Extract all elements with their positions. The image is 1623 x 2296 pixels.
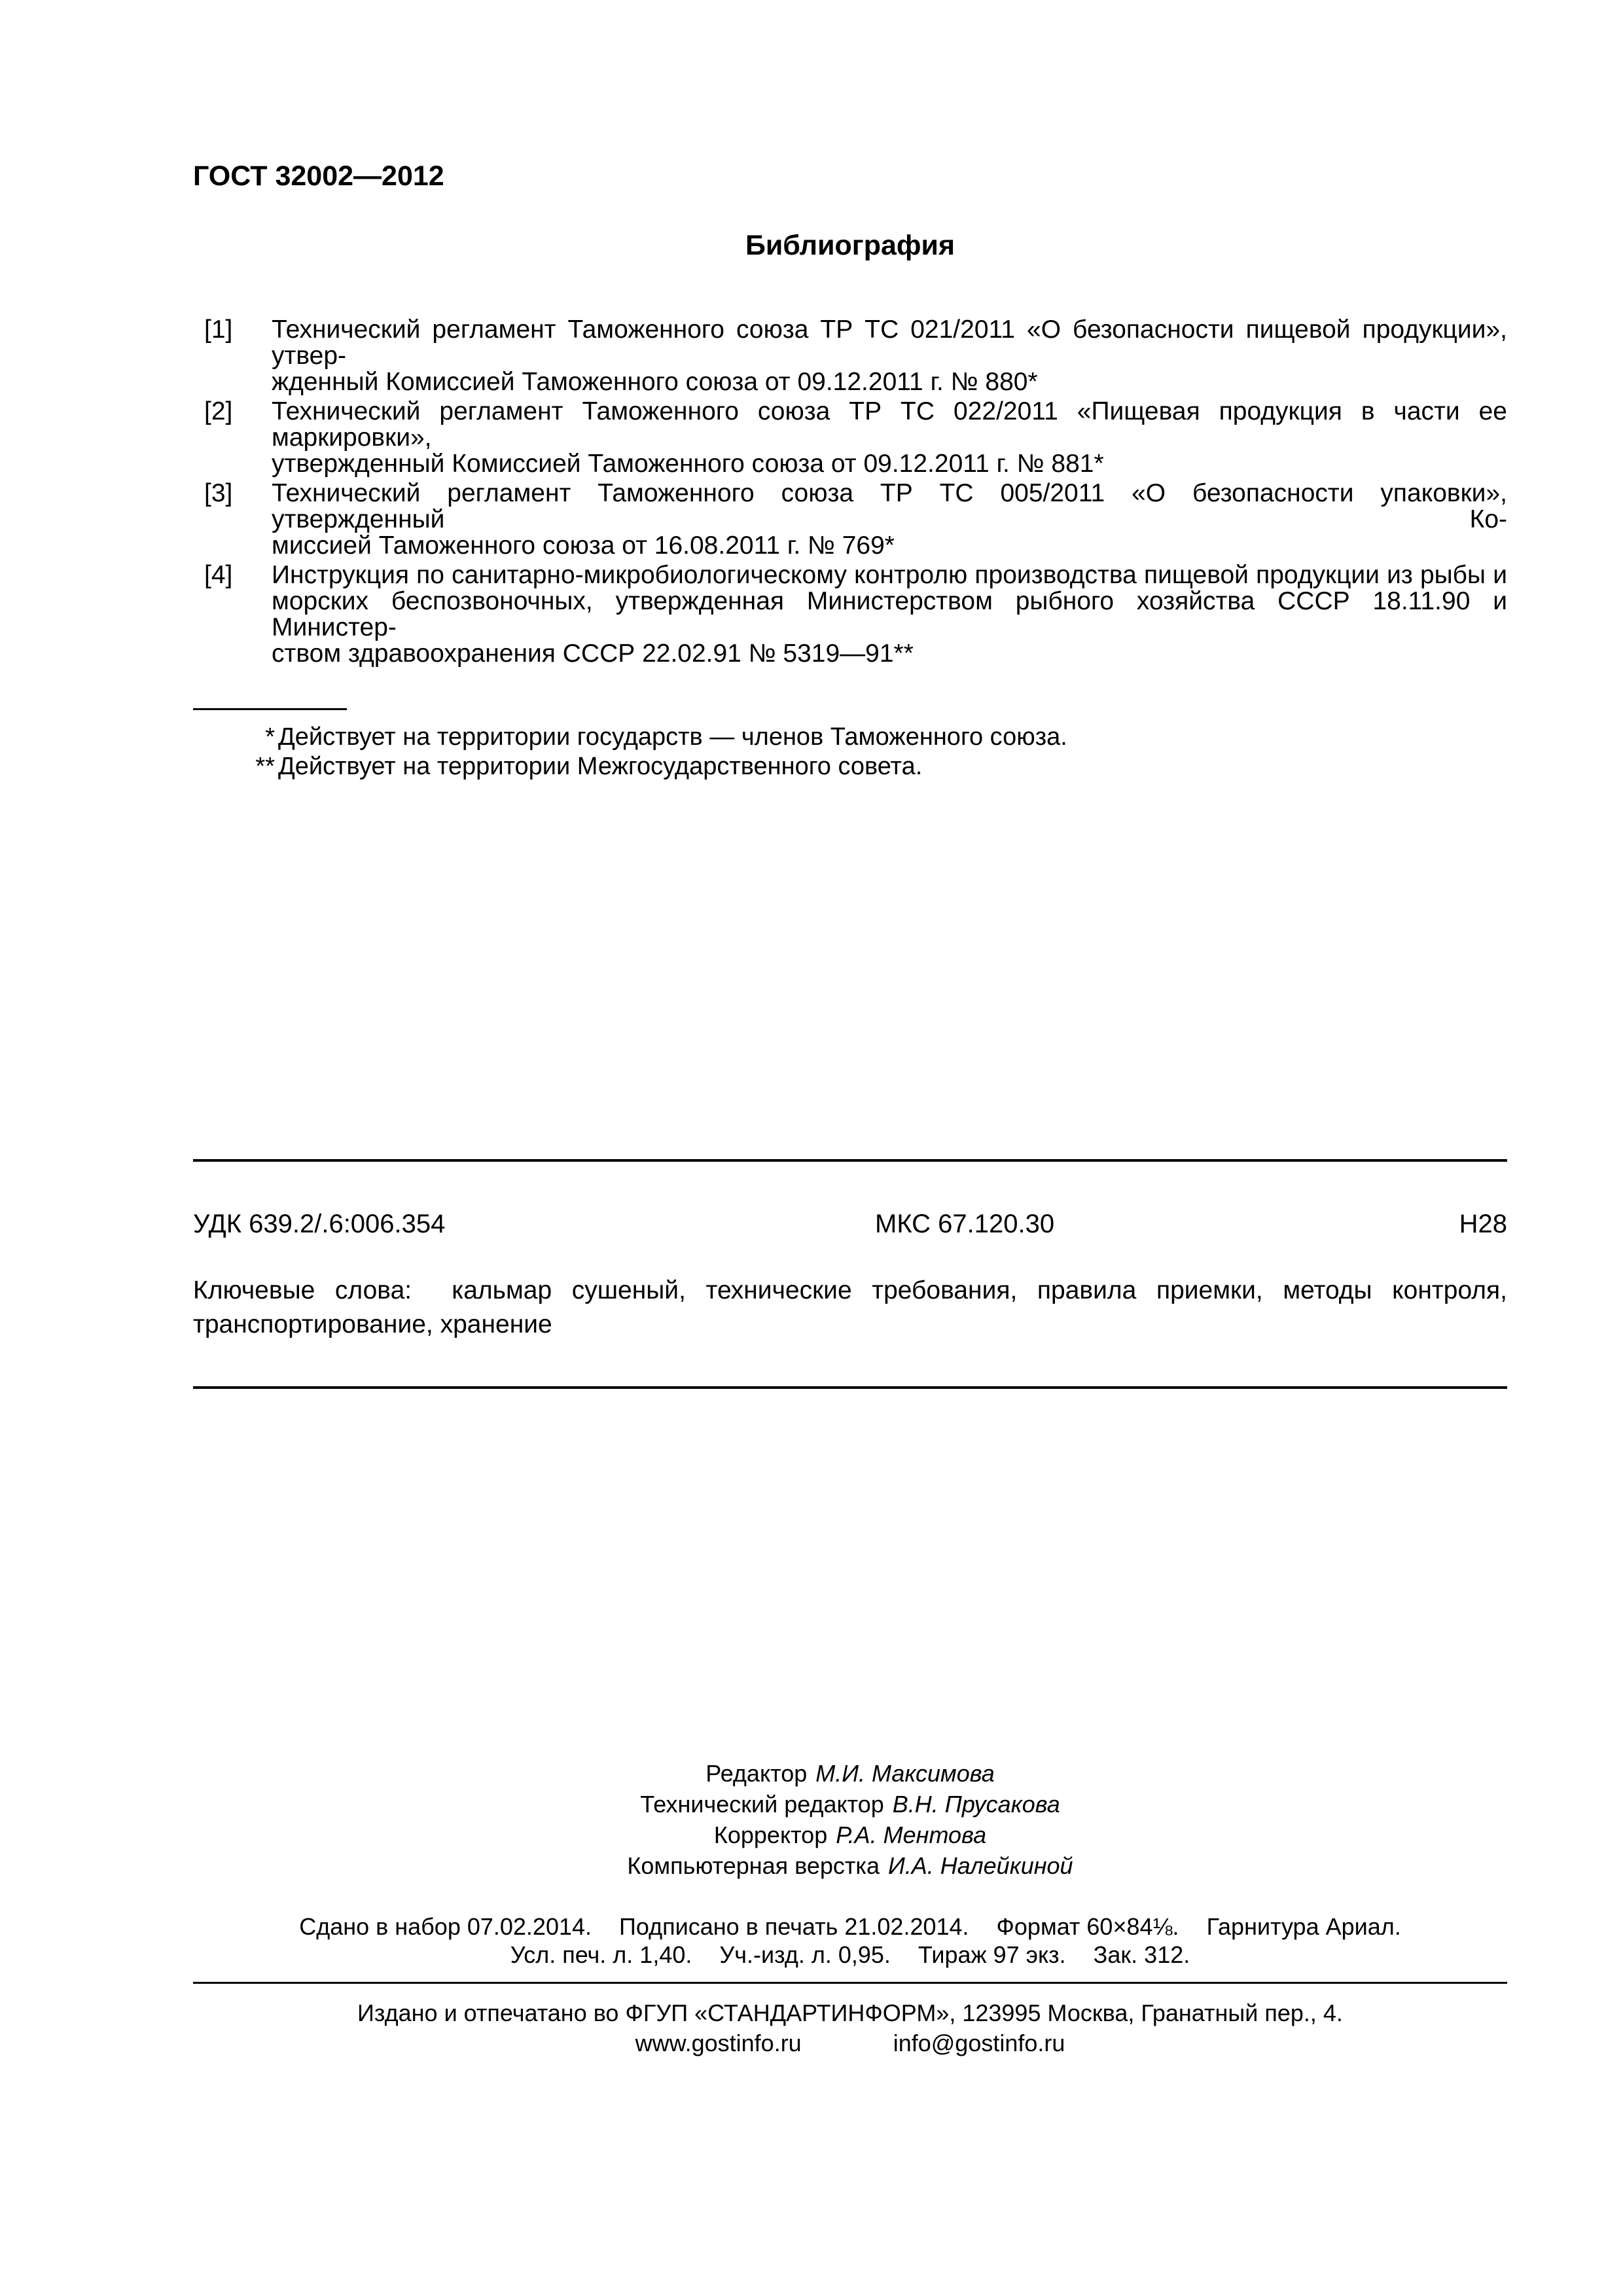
section-title: Библиография [745, 230, 955, 261]
imprint-line [193, 1912, 1507, 1941]
bibliography-item-number: [1] [204, 315, 233, 344]
bibliography-item-line: Технический регламент Таможенного союза ТР ТС 005/2011 «О безопасности упаковки», утвержденный Ко- [272, 479, 1507, 533]
bibliography-item [193, 317, 1507, 395]
bibliography-item [193, 480, 1507, 559]
keywords-paragraph [193, 1274, 1507, 1342]
footnotes [193, 723, 1507, 781]
imprint-line [193, 1941, 1507, 1969]
staff-role: Редактор [705, 1760, 808, 1787]
footnote-marker: * [265, 723, 275, 751]
footnote-text: Действует на территории государств — членов Таможенного союза. [278, 723, 1067, 751]
footnote [193, 723, 1507, 752]
bibliography-item-line: жденный Комиссией Таможенного союза от 09.12.2011 г. № 880* [272, 368, 1038, 396]
footnote-divider [193, 708, 347, 710]
staff-row [193, 1820, 1507, 1850]
bibliography-item-number: [2] [204, 397, 233, 425]
publisher-email: info@gostinfo.ru [893, 2030, 1065, 2056]
staff-row [193, 1850, 1507, 1881]
staff-name: Р.А. Ментова [836, 1821, 987, 1848]
imprint-segment: Усл. печ. л. 1,40. [510, 1941, 692, 1968]
imprint-segment: Гарнитура Ариал. [1206, 1913, 1401, 1940]
bibliography-list [193, 317, 1507, 670]
horizontal-rule [193, 1159, 1507, 1162]
staff-name: И.А. Налейкиной [887, 1852, 1073, 1879]
publisher-line: Издано и отпечатано во ФГУП «СТАНДАРТИНФОРМ», 123995 Москва, Гранатный пер., 4. [357, 2000, 1343, 2026]
imprint-segment: Подписано в печать 21.02.2014. [619, 1913, 969, 1940]
bibliography-item-line: Инструкция по санитарно-микробиологическому контролю производства пищевой продукции из рыбы и [272, 561, 1507, 589]
staff-role: Компьютерная верстка [627, 1852, 880, 1879]
classification-codes [193, 1211, 1507, 1237]
footnote-marker: ** [255, 753, 275, 780]
bibliography-item-number: [4] [204, 561, 233, 589]
publisher-website: www.gostinfo.ru [635, 2030, 802, 2056]
staff-role: Технический редактор [640, 1791, 884, 1818]
bibliography-item-number: [3] [204, 479, 233, 507]
okp-code: Н28 [1459, 1210, 1507, 1238]
bibliography-item-line: морских беспозвоночных, утвержденная Министерством рыбного хозяйства СССР 18.11.90 и Министер- [272, 587, 1507, 641]
imprint-segment: Зак. 312. [1093, 1941, 1190, 1968]
mks-code: МКС 67.120.30 [875, 1210, 1055, 1238]
staff-name: В.Н. Прусакова [892, 1791, 1060, 1818]
footnote [193, 752, 1507, 781]
bibliography-item-line: ством здравоохранения СССР 22.02.91 № 5319—91** [272, 639, 914, 668]
horizontal-rule [193, 1982, 1507, 1984]
keywords-line: транспортирование, хранение [193, 1310, 552, 1338]
staff-row [193, 1758, 1507, 1789]
staff-row [193, 1789, 1507, 1820]
keywords-line: Ключевые слова: кальмар сушеный, технические требования, правила приемки, методы контроля, [193, 1276, 1507, 1304]
horizontal-rule [193, 1386, 1507, 1389]
bibliography-item [193, 399, 1507, 477]
imprint-segment: Формат 60×84⅛. [996, 1913, 1179, 1940]
staff-name: М.И. Максимова [815, 1760, 995, 1787]
bibliography-item-line: Технический регламент Таможенного союза ТР ТС 022/2011 «Пищевая продукция в части ее маркировки», [272, 397, 1507, 452]
bibliography-item [193, 562, 1507, 667]
staff-role: Корректор [713, 1821, 828, 1848]
bibliography-item-line: Технический регламент Таможенного союза ТР ТС 021/2011 «О безопасности пищевой продукции», утвер- [272, 315, 1507, 370]
udk-code: УДК 639.2/.6:006.354 [193, 1210, 446, 1238]
publisher-contacts [193, 2030, 1507, 2056]
bibliography-item-line: утвержденный Комиссией Таможенного союза от 09.12.2011 г. № 881* [272, 450, 1104, 478]
footnote-text: Действует на территории Межгосударственного совета. [278, 753, 923, 780]
bibliography-item-line: миссией Таможенного союза от 16.08.2011 г. № 769* [272, 531, 895, 560]
standard-number: ГОСТ 32002—2012 [193, 160, 444, 192]
imprint-segment: Тираж 97 экз. [918, 1941, 1066, 1968]
imprint-segment: Уч.-изд. л. 0,95. [719, 1941, 891, 1968]
imprint-segment: Сдано в набор 07.02.2014. [299, 1913, 592, 1940]
editorial-staff [193, 1758, 1507, 1881]
imprint-block [193, 1912, 1507, 1969]
